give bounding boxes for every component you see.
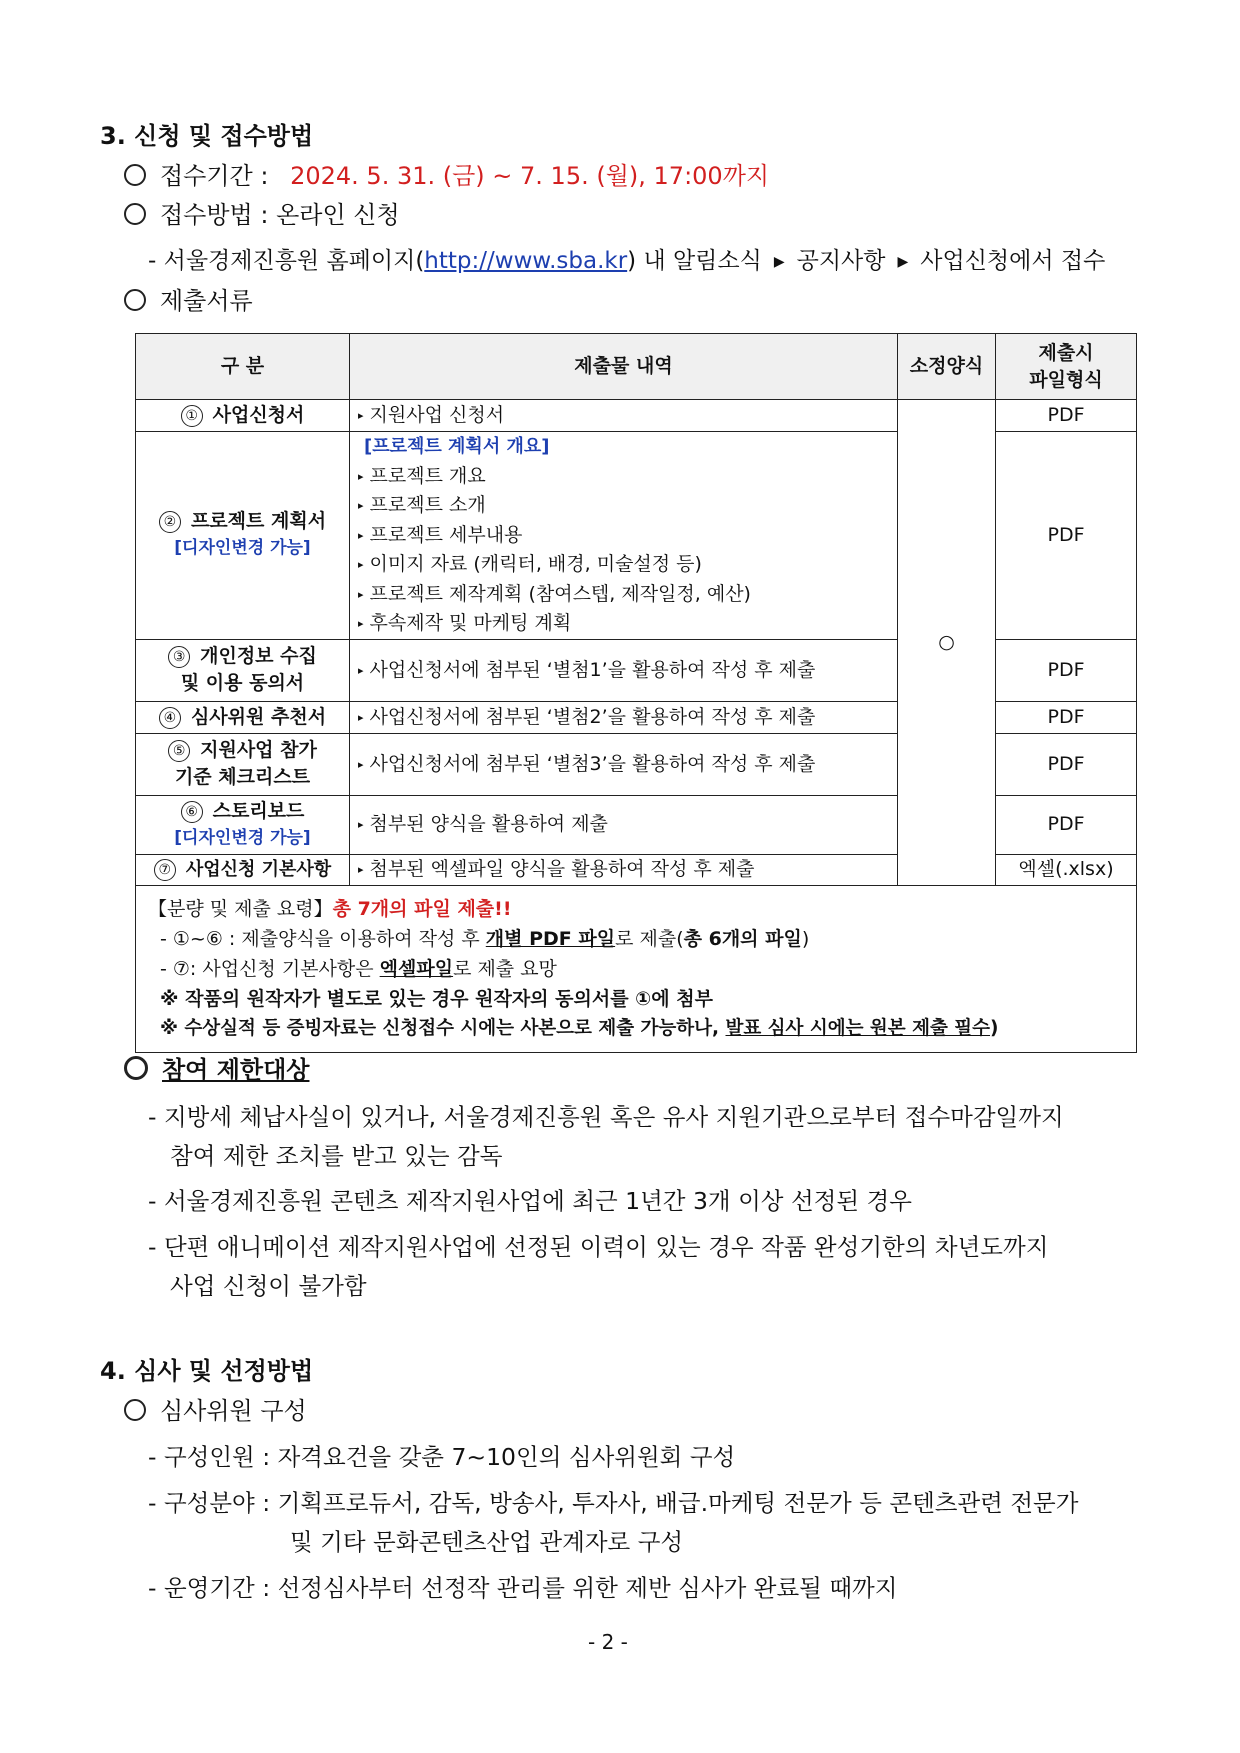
- method-detail-prefix: - 서울경제진흥원 홈페이지(: [148, 248, 425, 274]
- row-format: PDF: [996, 639, 1137, 701]
- note-text: ): [801, 927, 810, 950]
- row-contents: [350, 400, 898, 432]
- note-text: 로 제출(: [615, 927, 684, 950]
- row-number: ④: [159, 707, 181, 729]
- row-category: [136, 854, 350, 885]
- circle-bullet-icon: [124, 164, 146, 186]
- row-contents: [350, 795, 898, 854]
- note-text: - ①~⑥ : 제출양식을 이용하여 작성 후: [160, 927, 486, 950]
- period-value: 2024. 5. 31. (금) ~ 7. 15. (월), 17:00까지: [290, 162, 770, 190]
- row-contents: [350, 854, 898, 885]
- header-form: 소정양식: [898, 334, 996, 400]
- contents-item: 프로젝트 개요: [369, 464, 486, 487]
- bullet-icon: ▸: [358, 710, 364, 724]
- notes-title: 【분량 및 제출 요령】: [148, 897, 333, 920]
- committee-fields: - 구성분야 : 기획프로듀서, 감독, 방송사, 투자사, 배급.마케팅 전문가 등 콘텐츠관련 전문가: [148, 1489, 1079, 1517]
- row-format: PDF: [996, 733, 1137, 795]
- header-category: 구 분: [136, 334, 350, 400]
- note-remark: ※ 수상실적 등 증빙자료는 신청접수 시에는 사본으로 제출 가능하나,: [160, 1017, 726, 1039]
- row-format: PDF: [996, 432, 1137, 640]
- row-name: 사업신청 기본사항: [185, 859, 332, 880]
- contents-item: 후속제작 및 마케팅 계획: [369, 612, 572, 634]
- design-change-note: [디자인변경 가능]: [174, 538, 311, 559]
- period-label: 접수기간 :: [160, 162, 269, 190]
- restriction-item-cont: 참여 제한 조치를 받고 있는 감독: [170, 1142, 503, 1170]
- contents-item: 사업신청서에 첨부된 ‘별첨3’을 활용하여 작성 후 제출: [369, 752, 816, 775]
- arrow-right-icon: ▶: [897, 254, 909, 270]
- form-mark: ○: [898, 400, 996, 886]
- table-row: [136, 400, 1137, 432]
- note-emphasis: 총 6개의 파일: [683, 927, 802, 950]
- circle-bullet-icon: [124, 1399, 146, 1421]
- bullet-icon: ▸: [358, 499, 364, 512]
- row-number: ⑤: [168, 740, 190, 762]
- note-text: - ⑦: 사업신청 기본사항은: [160, 957, 380, 980]
- row-format: PDF: [996, 400, 1137, 432]
- bullet-icon: ▸: [358, 558, 364, 571]
- header-format: [996, 334, 1137, 400]
- method-detail-mid: ) 내 알림소식: [627, 248, 762, 274]
- notes-title-highlight: 총 7개의 파일 제출!!: [332, 897, 512, 920]
- submission-notes: [136, 885, 1137, 1052]
- circle-bullet-icon: [124, 1056, 148, 1080]
- row-number: ①: [181, 405, 203, 427]
- contents-item: 사업신청서에 첨부된 ‘별첨2’을 활용하여 작성 후 제출: [369, 705, 816, 728]
- header-contents: 제출물 내역: [350, 334, 898, 400]
- bullet-icon: ▸: [358, 757, 364, 771]
- method-step-2: 공지사항: [796, 248, 886, 274]
- contents-item: 첨부된 양식을 활용하여 제출: [369, 813, 608, 835]
- row-format: 엑셀(.xlsx): [996, 854, 1137, 885]
- row-category: [136, 733, 350, 795]
- bullet-icon: ▸: [358, 528, 364, 542]
- note-text: 로 제출 요망: [453, 957, 557, 980]
- bullet-icon: ▸: [358, 818, 364, 831]
- restriction-item-cont: 사업 신청이 불가함: [170, 1272, 367, 1300]
- contents-heading: [프로젝트 계획서 개요]: [364, 436, 550, 457]
- row-number: ③: [168, 646, 190, 668]
- note-remark: ※ 작품의 원작자가 별도로 있는 경우 원작자의 동의서를 ①에 첨부: [160, 987, 713, 1010]
- committee-members: - 구성인원 : 자격요건을 갖춘 7~10인의 심사위원회 구성: [148, 1443, 736, 1471]
- design-change-note: [디자인변경 가능]: [174, 827, 311, 848]
- section-3-title: 3. 신청 및 접수방법: [100, 122, 314, 150]
- contents-item: 프로젝트 소개: [369, 494, 486, 516]
- docs-label: 제출서류: [160, 287, 253, 315]
- row-contents: [350, 639, 898, 701]
- contents-item: 첨부된 엑셀파일 양식을 활용하여 작성 후 제출: [369, 858, 755, 880]
- note-emphasis: 엑셀파일: [379, 957, 454, 980]
- bullet-icon: ▸: [358, 409, 364, 422]
- header-format-line1: 제출시: [1038, 341, 1094, 364]
- row-number: ②: [159, 511, 181, 533]
- row-name-line2: 및 이용 동의서: [180, 672, 305, 694]
- row-name: 스토리보드: [212, 799, 305, 822]
- restriction-item: - 지방세 체납사실이 있거나, 서울경제진흥원 혹은 유사 지원기관으로부터 접수마감일까지: [148, 1103, 1064, 1131]
- committee-label: 심사위원 구성: [160, 1397, 307, 1425]
- contents-item: 지원사업 신청서: [369, 404, 505, 426]
- note-emphasis: 개별 PDF 파일: [485, 927, 616, 950]
- contents-item: 사업신청서에 첨부된 ‘별첨1’을 활용하여 작성 후 제출: [369, 658, 816, 681]
- method-line: [124, 199, 400, 231]
- committee-period: - 운영기간 : 선정심사부터 선정작 관리를 위한 제반 심사가 완료될 때까지: [148, 1574, 898, 1602]
- row-category: [136, 795, 350, 854]
- bullet-icon: ▸: [358, 863, 364, 876]
- method-detail: [148, 245, 1105, 278]
- row-name: 사업신청서: [212, 404, 305, 426]
- note-text: ): [990, 1017, 999, 1039]
- page-number: - 2 -: [588, 1630, 628, 1654]
- method-label: 접수방법 : 온라인 신청: [160, 201, 400, 229]
- row-name: 심사위원 추천서: [190, 705, 327, 728]
- submission-table: [135, 333, 1137, 1053]
- row-name: 지원사업 참가: [200, 739, 317, 761]
- restriction-heading: [124, 1054, 309, 1086]
- restriction-title: 참여 제한대상: [162, 1056, 310, 1084]
- sba-homepage-link[interactable]: http://www.sba.kr: [424, 248, 628, 274]
- row-contents: [350, 701, 898, 733]
- header-format-line2: 파일형식: [1029, 368, 1103, 391]
- row-number: ⑥: [181, 801, 203, 823]
- circle-bullet-icon: [124, 289, 146, 311]
- bullet-icon: ▸: [358, 587, 364, 601]
- row-category: [136, 432, 350, 640]
- row-category: [136, 400, 350, 432]
- contents-item: 이미지 자료 (캐릭터, 배경, 미술설정 등): [369, 553, 702, 575]
- committee-line: [124, 1395, 307, 1427]
- row-contents: [350, 432, 898, 640]
- row-format: PDF: [996, 701, 1137, 733]
- row-category: [136, 639, 350, 701]
- committee-fields-cont: 및 기타 문화콘텐츠산업 관계자로 구성: [290, 1528, 684, 1556]
- bullet-icon: ▸: [358, 663, 364, 677]
- restriction-item: - 단편 애니메이션 제작지원사업에 선정된 이력이 있는 경우 작품 완성기한의 차년도까지: [148, 1233, 1049, 1261]
- contents-item: 프로젝트 제작계획 (참여스텝, 제작일정, 예산): [369, 582, 751, 605]
- row-category: [136, 701, 350, 733]
- circle-bullet-icon: [124, 203, 146, 225]
- docs-line: [124, 285, 253, 317]
- method-step-3: 사업신청에서 접수: [920, 248, 1106, 274]
- section-4-title: 4. 심사 및 선정방법: [100, 1357, 314, 1385]
- note-emphasis: 발표 심사 시에는 원본 제출 필수: [725, 1017, 991, 1039]
- contents-item: 프로젝트 세부내용: [369, 523, 523, 546]
- row-number: ⑦: [154, 859, 176, 881]
- table-header-row: [136, 334, 1137, 400]
- row-contents: [350, 733, 898, 795]
- period-line: [124, 160, 769, 192]
- restriction-item: - 서울경제진흥원 콘텐츠 제작지원사업에 최근 1년간 3개 이상 선정된 경우: [148, 1187, 912, 1215]
- row-name: 프로젝트 계획서: [190, 510, 327, 533]
- row-name-line2: 기준 체크리스트: [174, 766, 311, 788]
- bullet-icon: ▸: [358, 617, 364, 630]
- row-name: 개인정보 수집: [200, 645, 317, 667]
- bullet-icon: ▸: [358, 469, 364, 483]
- row-format: PDF: [996, 795, 1137, 854]
- notes-row: [136, 885, 1137, 1052]
- arrow-right-icon: ▶: [773, 254, 785, 270]
